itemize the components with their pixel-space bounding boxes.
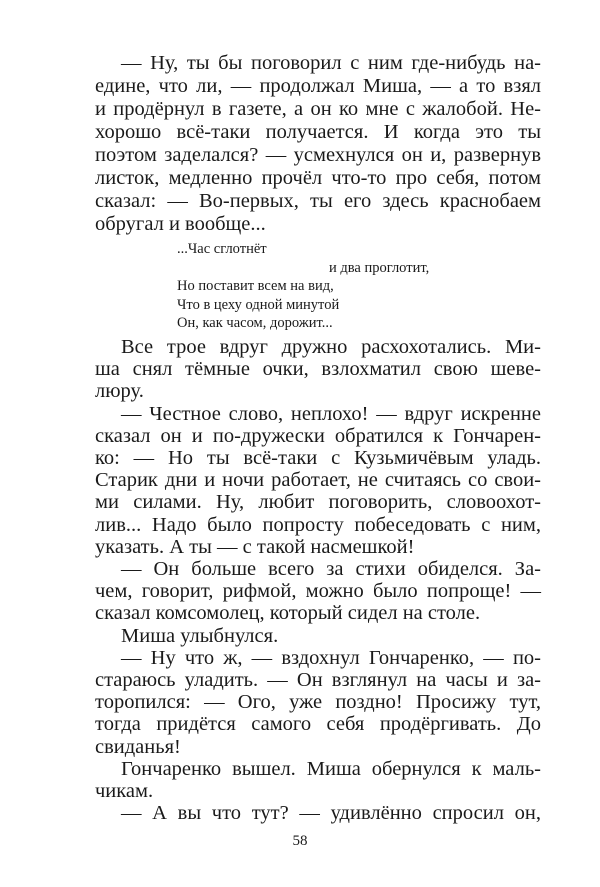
text-line: Все трое вдруг дружно расхохотались. Ми- — [121, 336, 541, 358]
text-line: поэтом заделался? — усмехнулся он и, развернув — [95, 144, 541, 166]
text-line: торопился: — Ого, уже поздно! Просижу тут, — [95, 691, 541, 714]
text-line: чикам. — [95, 780, 154, 802]
text-line: сказал он и по-дружески обратился к Гончарен- — [95, 424, 541, 447]
text-line: едине, что ли, — продолжал Миша, — а то взял — [95, 75, 541, 97]
verse-line: Но поставит всем на вид, — [177, 278, 334, 294]
text-line: тогда придётся самого себя продёргивать. До — [95, 713, 541, 736]
text-line: указать. А ты — с такой насмешкой! — [95, 535, 415, 558]
text-line: Старик дни и ночи работает, не считаясь со свои- — [95, 469, 541, 492]
text-line: хорошо всё-таки получается. И когда это ты — [95, 121, 541, 143]
verse-line: ...Час сглотнёт — [177, 241, 267, 257]
page-number: 58 — [292, 833, 308, 849]
text-line: Миша улыбнулся. — [121, 624, 279, 647]
text-line: сказал: — Во-первых, ты его здесь краснобаем — [95, 190, 541, 212]
text-line: стараюсь уладить. — Он взглянул на часы и за- — [95, 669, 541, 691]
verse-line: и два проглотит, — [329, 259, 430, 276]
text-line: Гончаренко вышел. Миша обернулся к маль- — [121, 757, 541, 780]
text-line: — А вы что тут? — удивлённо спросил он, — [121, 802, 541, 825]
text-line: ко: — Но ты всё-таки с Кузьмичёвым уладь. — [95, 447, 541, 469]
text-line: обругал и вообще... — [95, 213, 266, 235]
text-line: лив... Надо было попросту побеседовать с ним, — [95, 513, 541, 536]
text-line: люру. — [95, 380, 144, 403]
text-line: — Ну что ж, — вздохнул Гончаренко, — по- — [121, 646, 541, 669]
text-line: сказал комсомолец, который сидел на столе. — [95, 602, 481, 625]
text-line: листок, медленно прочёл что-то про себя, потом — [95, 167, 541, 189]
text-line: — Ну, ты бы поговорил с ним где-нибудь на- — [121, 52, 541, 74]
text-line: чем, говорит, рифмой, можно было попроще! — — [95, 580, 541, 603]
text-line: ми силами. Ну, любит поговорить, словоохот- — [95, 491, 541, 514]
text-line: свиданья! — [95, 735, 181, 758]
verse-line: Он, как часом, дорожит... — [177, 315, 333, 331]
text-line: — Он больше всего за стихи обиделся. За- — [121, 558, 541, 580]
verse-line: Что в цеху одной минутой — [177, 296, 340, 313]
text-line: и продёрнул в газете, а он ко мне с жалобой. Не- — [95, 98, 541, 120]
text-line: ша снял тёмные очки, взлохматил свою шеве- — [95, 358, 541, 381]
text-line: — Честное слово, неплохо! — вдруг искренне — [121, 402, 541, 425]
